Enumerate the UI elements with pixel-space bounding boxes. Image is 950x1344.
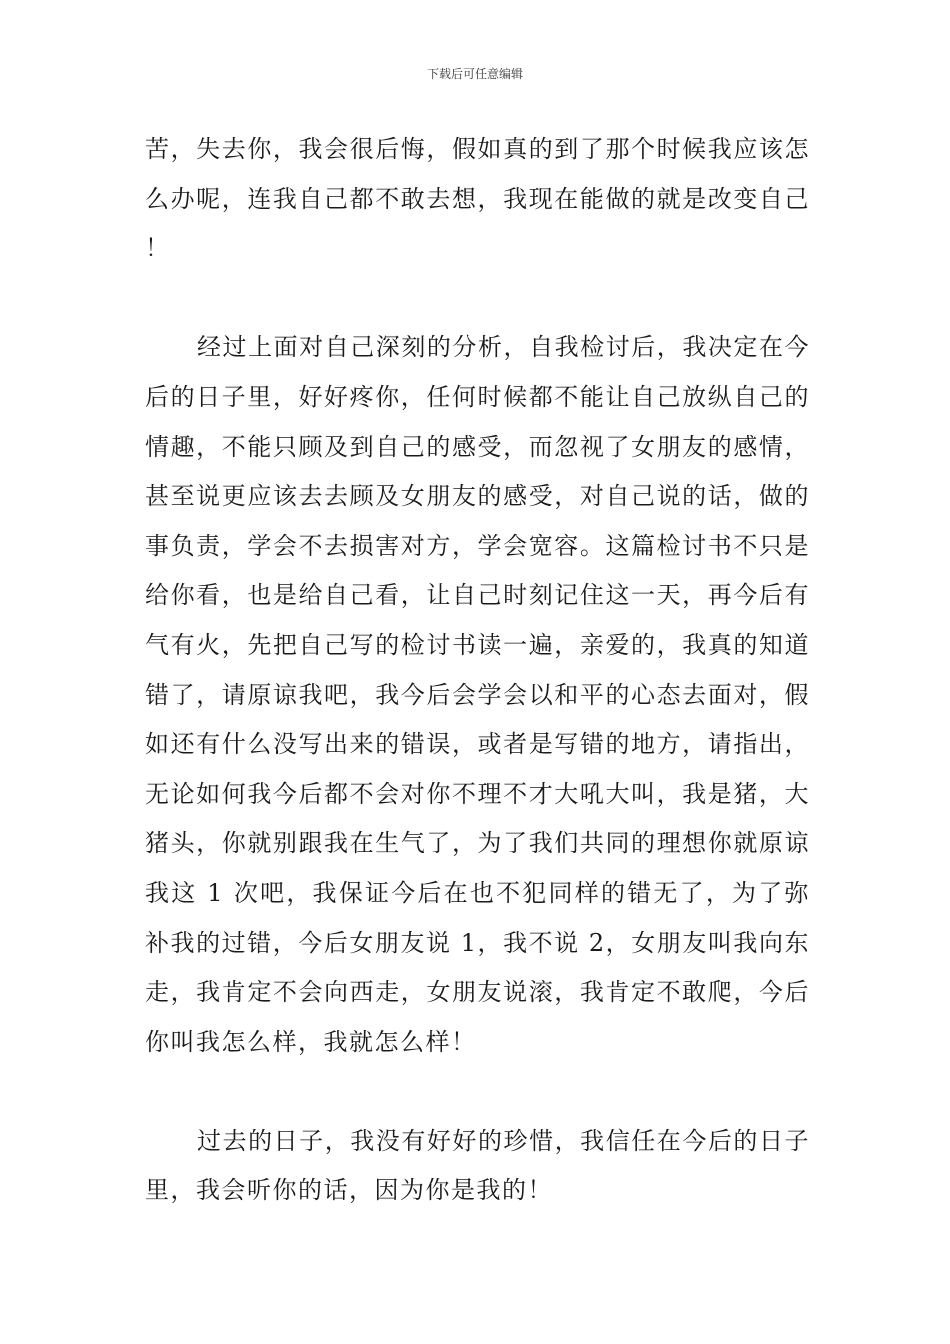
page-header: 下载后可任意编辑 (426, 67, 523, 81)
paragraph-continuation: 苦，失去你，我会很后悔，假如真的到了那个时候我应该怎么办呢，连我自己都不敢去想，我现在能做的就是改变自己！ (145, 135, 810, 263)
document-body (145, 125, 810, 1216)
paragraph-resolution: 经过上面对自己深刻的分析，自我检讨后，我决定在今后的日子里，好好疼你，任何时候都不能让自己放纵自己的情趣，不能只顾及到自己的感受，而忽视了女朋友的感情，甚至说更应该去去顾及女朋友的感受，对自己说的话，做的事负责，学会不去损害对方，学会宽容。这篇检讨书不只是给你看，也是给自己看，让自己时刻记住这一天，再今后有气有火，先把自己写的检讨书读一遍，亲爱的，我真的知道错了，请原谅我吧，我今后会学会以和平的心态去面对，假如还有什么没写出来的错误，或者是写错的地方，请指出，无论如何我今后都不会对你不理不才大吼大叫，我是猪，大猪头，你就别跟我在生气了，为了我们共同的理想你就原谅我这 1 次吧，我保证今后在也不犯同样的错无了，为了弥补我的过错，今后女朋友说 1，我不说 2，女朋友叫我向东走，我肯定不会向西走，女朋友说滚，我肯定不敢爬，今后你叫我怎么样，我就怎么样！ (145, 333, 810, 1056)
paragraph-closing: 过去的日子，我没有好好的珍惜，我信任在今后的日子里，我会听你的话，因为你是我的！ (145, 1126, 810, 1205)
